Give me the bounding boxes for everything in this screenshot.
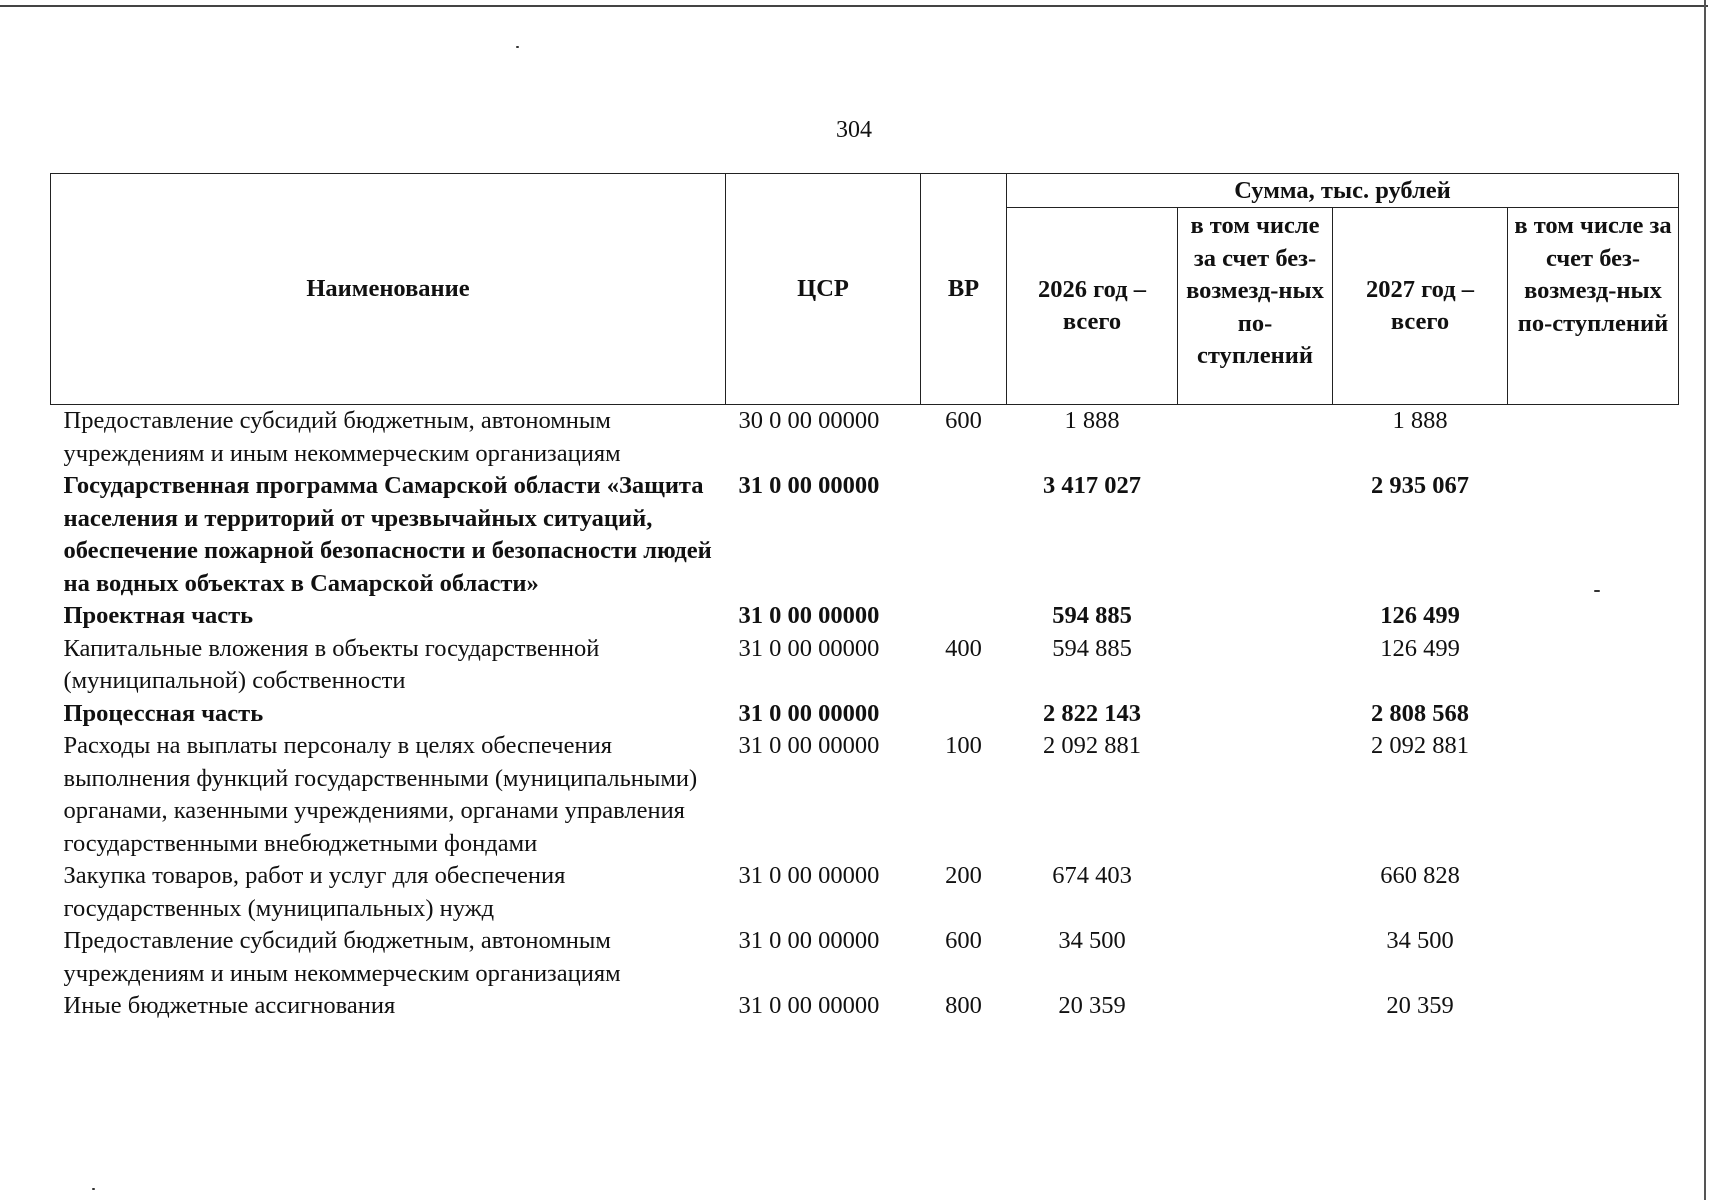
row-vr: 100 [945, 732, 982, 759]
table-row [51, 730, 1679, 860]
scan-speck [516, 46, 519, 48]
row-2027-gratuitous [1508, 405, 1679, 471]
row-2027-gratuitous [1508, 730, 1679, 860]
row-2027-gratuitous [1508, 925, 1679, 990]
row-2026-total: 3 417 027 [1043, 472, 1141, 499]
row-2027-total: 126 499 [1380, 602, 1460, 629]
row-vr: 600 [945, 927, 982, 954]
row-csr: 31 0 00 00000 [738, 699, 880, 727]
table-row [51, 860, 1679, 925]
row-2026-gratuitous [1178, 405, 1333, 471]
row-2026-total: 1 888 [1064, 407, 1120, 434]
table-row [51, 405, 1679, 471]
row-2026-total: 674 403 [1052, 862, 1132, 889]
row-name: Процессная часть [63, 699, 264, 727]
row-2026-gratuitous [1178, 990, 1333, 1023]
row-csr: 31 0 00 00000 [738, 992, 880, 1019]
header-2026-total: 2026 год – всего [1007, 208, 1178, 405]
row-2027-total: 2 808 568 [1371, 699, 1469, 727]
row-csr: 31 0 00 00000 [738, 602, 880, 629]
row-name: Закупка товаров, работ и услуг для обеспечения государственных (муниципальных) нужд [63, 862, 566, 922]
row-name: Расходы на выплаты персоналу в целях обеспечения выполнения функций государственными (муниципальными) органами, казенными учреждениями, органами управления государственными внебюджетными фондами [63, 732, 698, 857]
row-name: Проектная часть [63, 602, 254, 629]
table-header [51, 174, 1679, 405]
row-vr: 400 [945, 634, 982, 662]
row-vr [921, 698, 1007, 731]
row-name: Капитальные вложения в объекты государственной (муниципальной) собственности [63, 634, 600, 694]
row-2026-gratuitous [1178, 633, 1333, 698]
row-vr [921, 470, 1007, 600]
row-vr: 800 [945, 992, 982, 1019]
row-2026-gratuitous [1178, 925, 1333, 990]
scan-speck [92, 1188, 95, 1190]
row-csr: 31 0 00 00000 [738, 732, 880, 759]
header-2027-gratuitous: в том числе за счет без-возмезд-ных по-ступлений [1508, 208, 1679, 405]
row-name: Предоставление субсидий бюджетным, автономным учреждениям и иным некоммерческим организациям [63, 927, 621, 987]
row-2026-gratuitous [1178, 860, 1333, 925]
table-row [51, 925, 1679, 990]
row-2027-total: 34 500 [1386, 927, 1454, 954]
row-2026-total: 2 822 143 [1043, 699, 1141, 727]
page-right-edge [1704, 0, 1710, 1200]
row-vr: 200 [945, 862, 982, 889]
header-csr: ЦСР [726, 174, 921, 405]
row-2027-total: 2 092 881 [1371, 732, 1469, 759]
row-csr: 31 0 00 00000 [738, 862, 880, 889]
row-2027-total: 20 359 [1386, 992, 1454, 1019]
row-csr: 31 0 00 00000 [738, 634, 880, 662]
row-2027-total: 1 888 [1392, 407, 1448, 434]
row-name: Предоставление субсидий бюджетным, автономным учреждениям и иным некоммерческим организациям [63, 407, 621, 467]
row-csr: 31 0 00 00000 [738, 927, 880, 954]
row-name: Иные бюджетные ассигнования [63, 992, 396, 1019]
header-sum-group: Сумма, тыс. рублей [1007, 174, 1679, 208]
row-2027-gratuitous [1508, 860, 1679, 925]
row-2026-gratuitous [1178, 600, 1333, 633]
page-top-edge [0, 0, 1708, 7]
header-2026-gratuitous: в том числе за счет без-возмезд-ных по-ступлений [1178, 208, 1333, 405]
budget-table [50, 173, 1679, 1023]
row-2026-gratuitous [1178, 470, 1333, 600]
row-2026-total: 20 359 [1058, 992, 1126, 1019]
row-vr: 600 [945, 407, 982, 434]
table-row [51, 600, 1679, 633]
row-2026-gratuitous [1178, 730, 1333, 860]
row-2026-total: 594 885 [1052, 602, 1132, 629]
header-2027-total: 2027 год – всего [1333, 208, 1508, 405]
header-name: Наименование [51, 174, 726, 405]
row-2027-total: 2 935 067 [1371, 472, 1469, 499]
row-2027-gratuitous [1508, 470, 1679, 600]
row-name: Государственная программа Самарской области «Защита населения и территорий от чрезвычайных ситуаций, обеспечение пожарной безопасности и безопасности людей на водных объектах в Самарской области» [63, 472, 712, 597]
header-vr: ВР [921, 174, 1007, 405]
row-2026-total: 594 885 [1052, 634, 1132, 662]
row-vr [921, 600, 1007, 633]
row-csr: 31 0 00 00000 [738, 472, 880, 499]
row-2026-gratuitous [1178, 698, 1333, 731]
page-number: 304 [836, 117, 872, 143]
table-body [51, 405, 1679, 1023]
row-2027-gratuitous [1508, 698, 1679, 731]
row-2026-total: 34 500 [1058, 927, 1126, 954]
row-2027-gratuitous [1508, 990, 1679, 1023]
row-2027-total: 126 499 [1380, 634, 1460, 662]
row-2026-total: 2 092 881 [1043, 732, 1141, 759]
table-row [51, 470, 1679, 600]
table-row [51, 990, 1679, 1023]
row-csr: 30 0 00 00000 [738, 407, 880, 434]
row-2027-gratuitous [1508, 600, 1679, 633]
row-2027-total: 660 828 [1380, 862, 1460, 889]
scan-speck [1594, 590, 1600, 592]
table-row [51, 698, 1679, 731]
row-2027-gratuitous [1508, 633, 1679, 698]
table-row [51, 633, 1679, 698]
